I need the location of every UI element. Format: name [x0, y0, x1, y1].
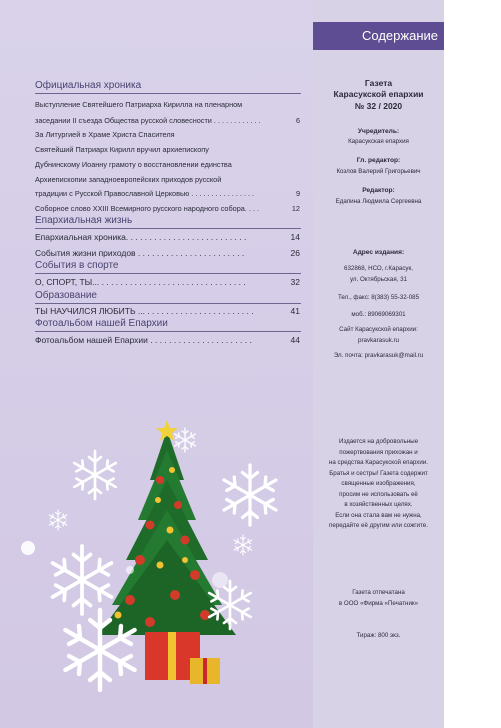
editor-label: Редактор:: [362, 187, 395, 194]
usage-note: Издается на добровольные пожертвования прихожан и на средства Карасукской епархии. Братья и сестры! Газета содержит священные изображения, просим не использовать её в хозяйственных целях. Если она стала вам не нужна, передайте её другим или сожгите.: [328, 438, 429, 529]
section-heading-photo: Фотоальбом нашей Епархии: [35, 318, 168, 329]
editor-in-chief-value: Козлов Валерий Григорьевич: [336, 168, 421, 175]
phone-fax: Тел., факс: 8(383) 55-32-085: [337, 294, 420, 301]
page-number: 9: [295, 189, 300, 198]
divider: [35, 273, 301, 274]
founder-label: Учредитель:: [357, 128, 400, 135]
toc-entry-line[interactable]: Выступление Святейшего Патриарха Кирилла на пленарном: [35, 100, 243, 109]
section-heading-official: Официальная хроника: [35, 80, 142, 91]
newspaper-title: Газета Карасукской епархии: [333, 78, 424, 99]
section-heading-education: Образование: [35, 290, 97, 301]
section-heading-sport: События в спорте: [35, 260, 119, 271]
toc-entry-title: Епархиальная хроника. . . . . . . . . . . . . . . . . . . . . . . . . .: [35, 232, 247, 242]
address-line: ул. Октябрьская, 31: [349, 276, 408, 283]
email-link[interactable]: Эл. почта: pravkarasuk@mail.ru: [333, 352, 424, 359]
page-number: 26: [290, 248, 300, 258]
christmas-tree-illustration: [0, 410, 313, 728]
editor-value: Едапина Людмила Сергеевна: [335, 198, 422, 205]
toc-entry[interactable]: [35, 335, 300, 345]
toc-entry[interactable]: [35, 277, 300, 287]
toc-entry-title: Фотоальбом нашей Епархии . . . . . . . . . . . . . . . . . . . . . .: [35, 335, 252, 345]
page-number: 41: [290, 306, 300, 316]
toc-entry-line[interactable]: За Литургией в Храме Христа Спасителя: [35, 130, 175, 139]
toc-entry[interactable]: [35, 306, 300, 316]
toc-entry[interactable]: [35, 248, 300, 258]
page-number: 44: [290, 335, 300, 345]
page-number: 32: [290, 277, 300, 287]
site-link[interactable]: pravkarasuk.ru: [358, 337, 399, 344]
toc-entry-title: О, СПОРТ, ТЫ... . . . . . . . . . . . . . . . . . . . . . . . . . . . . . . .: [35, 277, 246, 287]
toc-entry[interactable]: [35, 189, 300, 198]
page-number: 12: [291, 204, 300, 213]
toc-entry-line[interactable]: Архиепископии западноевропейских приходов русской: [35, 175, 222, 184]
printer-info: Газета отпечатана в ООО «Фирма «Печатник»: [338, 589, 419, 607]
divider: [35, 303, 301, 304]
address-line: 632868, НСО, г.Карасук,: [344, 265, 413, 272]
sidebar: [313, 0, 444, 728]
toc-entry-line[interactable]: Дубнинскому Иоанну грамоту о восстановлении единства: [35, 160, 232, 169]
toc-entry[interactable]: [35, 116, 300, 125]
divider: [35, 93, 301, 94]
mobile-phone: моб.: 89069069301: [351, 311, 406, 318]
toc-entry-title: ТЫ НАУЧИЛСЯ ЛЮБИТЬ ... . . . . . . . . . . . . . . . . . . . . . . .: [35, 306, 254, 316]
toc-entry-title: заседании II съезда Общества русской словесности . . . . . . . . . . . .: [35, 116, 261, 125]
address-label: Адрес издания:: [352, 249, 405, 256]
issue-number: № 32 / 2020: [354, 101, 403, 111]
section-heading-diocesan: Епархиальная жизнь: [35, 215, 133, 226]
toc-entry-title: традиции с Русской Православной Церковью . . . . . . . . . . . . . . . .: [35, 189, 255, 198]
toc-entry[interactable]: [35, 232, 300, 242]
toc-entry-title: События жизни приходов . . . . . . . . . . . . . . . . . . . . . . .: [35, 248, 245, 258]
contents-header: [313, 22, 444, 50]
toc-entry[interactable]: [35, 204, 300, 213]
divider: [35, 331, 301, 332]
tree: [98, 420, 236, 640]
contents-heading: Содержание: [362, 28, 438, 43]
toc-entry-title: Соборное слово XXIII Всемирного русского народного собора. . . .: [35, 204, 260, 213]
site-label: Сайт Карасукской епархии:: [339, 326, 418, 333]
editor-in-chief-label: Гл. редактор:: [356, 157, 401, 164]
founder-value: Карасукская епархия: [348, 138, 409, 145]
divider: [35, 228, 301, 229]
toc-entry-line[interactable]: Святейший Патриарх Кирилл вручил архиепископу: [35, 145, 209, 154]
page-number: 14: [290, 232, 300, 242]
circulation: Тираж: 800 экз.: [356, 632, 401, 639]
page-number: 6: [295, 116, 300, 125]
